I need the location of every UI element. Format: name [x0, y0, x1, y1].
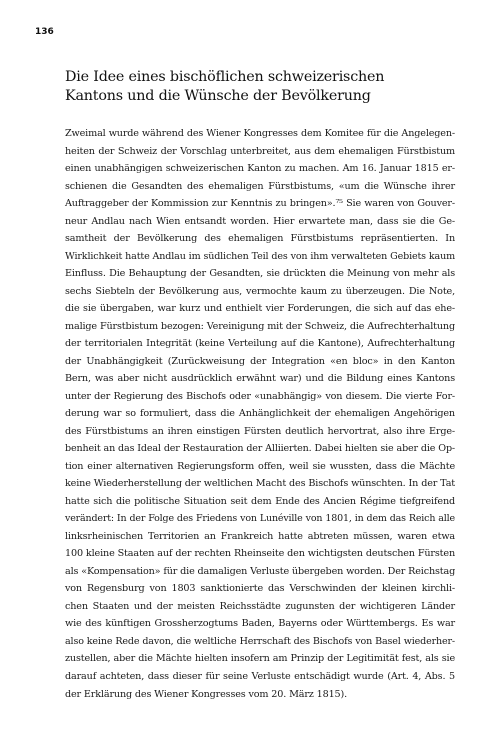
text-line: Zweimal wurde während des Wiener Kongresses dem Komitee für die Angelegen- [65, 128, 455, 139]
text-line: also keine Rede davon, die weltliche Herrschaft des Bischofs von Basel wiederher- [65, 635, 455, 647]
text-line: hatte sich die politische Situation seit dem Ende des Ancien Régime tiefgreifend [65, 495, 455, 507]
text-line: einen unabhängigen schweizerischen Kanton zu machen. Am 16. Januar 1815 er- [65, 163, 455, 175]
text-line: der territorialen Integrität (keine Verteilung auf die Kantone), Aufrechterhaltung [65, 338, 455, 350]
text-line: keine Wiederherstellung der weltlichen Macht des Bischofs wünschten. In der Tat [65, 478, 455, 490]
text-line: heiten der Schweiz der Vorschlag unterbreitet, aus dem ehemaligen Fürstbistum [65, 145, 455, 157]
text-line: linksrheinischen Territorien an Frankreich hatte abtreten müssen, waren etwa [65, 530, 455, 542]
text-line: sechs Siebteln der Bevölkerung aus, vermochte kaum zu überzeugen. Die Note, [65, 285, 455, 297]
text-line: von Regensburg von 1803 sanktionierte das Verschwinden der kleinen kirchli- [65, 583, 455, 595]
title-line: Die Idee eines bischöflichen schweizerischen [65, 69, 385, 85]
text-line: derung war so formuliert, dass die Anhänglichkeit der ehemaligen Angehörigen [65, 408, 455, 420]
text-line: zustellen, aber die Mächte hielten insofern am Prinzip der Legitimität fest, als sie [65, 653, 455, 665]
text-line: samtheit der Bevölkerung des ehemaligen Fürstbistums repräsentierten. In [65, 233, 455, 245]
text-line: wie des künftigen Grossherzogtums Baden, Bayerns oder Württembergs. Es war [65, 618, 455, 630]
text-line: malige Fürstbistum bezogen: Vereinigung mit der Schweiz, die Aufrechterhaltung [65, 320, 455, 332]
text-line: der Erklärung des Wiener Kongresses vom 20. März 1815). [65, 688, 348, 700]
text-line: verändert: In der Folge des Friedens von Lunéville von 1801, in dem das Reich alle [65, 513, 455, 525]
text-line: 100 kleine Staaten auf der rechten Rheinseite den wichtigsten deutschen Fürsten [65, 548, 455, 560]
section-title [65, 68, 465, 106]
text-line: des Fürstbistums an ihren einstigen Fürsten deutlich hervortrat, also ihre Erge- [65, 425, 455, 437]
text-line: benheit an das Ideal der Restauration der Alliierten. Dabei hielten sie aber die Op- [65, 443, 455, 455]
text-line: als «Kompensation» für die damaligen Verluste übergeben worden. Der Reichstag [65, 565, 456, 577]
body-paragraph [65, 125, 455, 703]
text-line: Einfluss. Die Behauptung der Gesandten, sie drückten die Meinung von mehr als [65, 268, 455, 280]
text-line: Bern, was aber nicht ausdrücklich erwähnt war) und die Bildung eines Kantons [65, 373, 455, 385]
text-line: der Unabhängigkeit (Zurückweisung der Integration «en bloc» in den Kanton [65, 355, 455, 367]
page-number: 136 [35, 27, 54, 37]
text-line: Auftraggeber der Kommission zur Kenntnis zu bringen».⁷⁵ Sie waren von Gouver- [65, 198, 455, 210]
title-line: Kantons und die Wünsche der Bevölkerung [65, 88, 371, 104]
text-line: darauf achteten, dass dieser für seine Verluste entschädigt wurde (Art. 4, Abs. 5 [65, 670, 455, 682]
text-line: neur Andlau nach Wien entsandt worden. Hier erwartete man, dass sie die Ge- [65, 215, 455, 227]
text-line: die sie übergaben, war kurz und enthielt vier Forderungen, die sich auf das ehe- [65, 303, 455, 315]
text-line: Wirklichkeit hatte Andlau im südlichen Teil des von ihm verwalteten Gebiets kaum [65, 250, 455, 262]
text-line: unter der Regierung des Bischofs oder «unabhängig» von diesem. Die vierte For- [65, 390, 455, 402]
text-line: tion einer alternativen Regierungsform offen, weil sie wussten, dass die Mächte [65, 460, 455, 472]
text-line: schienen die Gesandten des ehemaligen Fürstbistums, «um die Wünsche ihrer [65, 180, 455, 192]
text-line: chen Staaten und der meisten Reichsstädte zugunsten der wichtigeren Länder [65, 600, 455, 612]
